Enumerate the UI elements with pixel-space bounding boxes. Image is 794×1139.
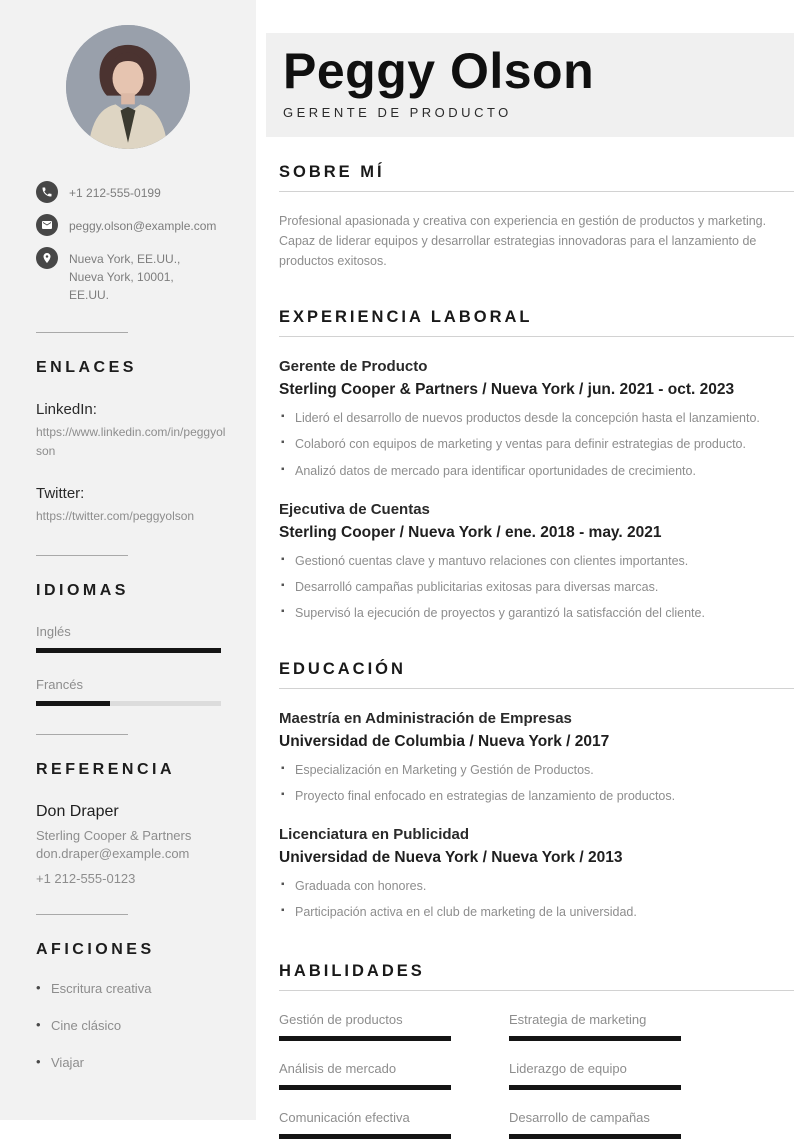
about-heading: SOBRE MÍ — [279, 163, 385, 181]
section-education — [279, 660, 794, 922]
linkedin-url[interactable]: https://www.linkedin.com/in/peggyolson — [36, 425, 226, 459]
skill-item — [509, 1110, 681, 1139]
job-bullet: ▪ Supervisó la ejecución de proyectos y garantizó la satisfacción del cliente. — [279, 604, 794, 622]
education-heading: EDUCACIÓN — [279, 660, 406, 678]
skill-label: Liderazgo de equipo — [509, 1060, 627, 1076]
hobbies-heading: AFICIONES — [36, 940, 155, 958]
degree-title: Maestría en Administración de Empresas — [279, 710, 572, 727]
email-address: peggy.olson@example.com — [69, 219, 217, 233]
contact-location-row — [36, 247, 256, 304]
twitter-url[interactable]: https://twitter.com/peggyolson — [36, 509, 195, 524]
contact-block — [36, 181, 256, 304]
link-item-linkedin — [0, 401, 256, 461]
job-bullet: ▪ Colaboró con equipos de marketing y ventas para definir estrategias de producto. — [279, 435, 794, 453]
job-bullets — [279, 409, 794, 479]
job-bullet: ▪ Desarrolló campañas publicitarias exitosas para diversas marcas. — [279, 578, 794, 596]
sidebar — [0, 0, 256, 1120]
skill-label: Gestión de productos — [279, 1011, 403, 1027]
degree-entry — [279, 826, 794, 921]
hobby-item: • Cine clásico — [36, 1018, 256, 1033]
job-bullet: ▪ Analizó datos de mercado para identificar oportunidades de crecimiento. — [279, 462, 794, 480]
section-rule — [279, 688, 794, 689]
degree-bullet: ▪ Proyecto final enfocado en estrategias de lanzamiento de productos. — [279, 787, 794, 805]
section-about — [279, 163, 794, 271]
degree-meta: Universidad de Columbia / Nueva York / 2017 — [279, 733, 610, 750]
language-name: Inglés — [36, 623, 71, 639]
skill-bar — [279, 1134, 451, 1139]
skill-bar — [279, 1036, 451, 1041]
skill-label: Comunicación efectiva — [279, 1109, 410, 1125]
degree-title: Licenciatura en Publicidad — [279, 826, 470, 844]
skills-grid — [279, 1012, 794, 1139]
main-content — [256, 0, 794, 1125]
job-bullets — [279, 552, 794, 622]
location-icon — [36, 247, 58, 269]
sidebar-divider — [36, 555, 128, 556]
location-text — [69, 247, 180, 304]
languages-heading: IDIOMAS — [36, 581, 129, 599]
sidebar-divider — [36, 914, 128, 915]
hobbies-list — [36, 981, 256, 1070]
skill-bar — [279, 1085, 451, 1090]
phone-number: +1 212-555-0199 — [69, 186, 161, 200]
degree-bullets — [279, 761, 794, 805]
degree-bullet: ▪ Graduada con honores. — [279, 877, 794, 895]
location-line: Nueva York, EE.UU., — [69, 252, 181, 266]
email-icon — [36, 214, 58, 236]
hobby-item: • Escritura creativa — [36, 981, 256, 996]
language-level-fill — [36, 701, 110, 706]
contact-email-row — [36, 214, 256, 236]
reference-company: Sterling Cooper & Partners — [36, 827, 192, 843]
hobby-item: • Viajar — [36, 1055, 256, 1070]
degree-bullet: ▪ Participación activa en el club de marketing de la universidad. — [279, 903, 794, 921]
language-name: Francés — [36, 676, 83, 692]
sidebar-divider — [36, 332, 128, 333]
header-band — [266, 33, 794, 137]
reference-name: Don Draper — [36, 802, 119, 820]
language-item — [0, 677, 256, 706]
skill-item — [279, 1110, 451, 1139]
language-level-bar — [36, 648, 221, 653]
experience-heading: EXPERIENCIA LABORAL — [279, 308, 533, 327]
person-title: GERENTE DE PRODUCTO — [283, 105, 512, 120]
profile-photo — [66, 25, 190, 149]
job-meta: Sterling Cooper & Partners / Nueva York / jun. 2021 - oct. 2023 — [279, 381, 735, 399]
skill-item — [509, 1012, 681, 1041]
skill-item — [509, 1061, 681, 1090]
job-title: Ejecutiva de Cuentas — [279, 500, 430, 518]
linkedin-label: LinkedIn: — [36, 401, 97, 418]
job-entry — [279, 501, 794, 622]
skills-heading: HABILIDADES — [279, 961, 425, 980]
job-bullet: ▪ Gestionó cuentas clave y mantuvo relaciones con clientes importantes. — [279, 552, 794, 570]
section-rule — [279, 336, 794, 337]
twitter-label: Twitter: — [36, 485, 85, 503]
sidebar-divider — [36, 734, 128, 735]
location-line: Nueva York, 10001, — [69, 270, 174, 284]
section-experience — [279, 308, 794, 622]
portrait-illustration — [66, 25, 190, 149]
job-meta: Sterling Cooper / Nueva York / ene. 2018 - may. 2021 — [279, 523, 662, 541]
links-heading: ENLACES — [36, 359, 137, 376]
skill-label: Análisis de mercado — [279, 1060, 397, 1076]
language-item — [0, 624, 256, 653]
skill-item — [279, 1012, 451, 1041]
language-level-bar — [36, 701, 221, 706]
job-title: Gerente de Producto — [279, 358, 428, 376]
reference-heading: REFERENCIA — [36, 760, 176, 778]
skill-bar — [509, 1036, 681, 1041]
degree-meta: Universidad de Nueva York / Nueva York / 2013 — [279, 849, 623, 867]
reference-phone: +1 212-555-0123 — [36, 870, 136, 886]
degree-entry — [279, 710, 794, 805]
section-rule — [279, 191, 794, 192]
degree-bullets — [279, 877, 794, 921]
skill-label: Estrategia de marketing — [509, 1011, 647, 1027]
link-item-twitter — [0, 485, 256, 526]
job-bullet: ▪ Lideró el desarrollo de nuevos productos desde la concepción hasta el lanzamiento. — [279, 409, 794, 427]
location-line: EE.UU. — [69, 288, 110, 302]
contact-phone-row — [36, 181, 256, 203]
language-level-fill — [36, 648, 221, 653]
job-entry — [279, 358, 794, 479]
skill-bar — [509, 1085, 681, 1090]
skill-bar — [509, 1134, 681, 1139]
phone-icon — [36, 181, 58, 203]
skill-label: Desarrollo de campañas — [509, 1109, 650, 1125]
degree-bullet: ▪ Especialización en Marketing y Gestión de Productos. — [279, 761, 794, 779]
about-text: Profesional apasionada y creativa con experiencia en gestión de productos y marketing. Capaz de liderar equipos y desarrollar estrategias innovadoras para el lanzamiento de productos exitosos. — [279, 214, 767, 268]
skill-item — [279, 1061, 451, 1090]
reference-email: don.draper@example.com — [36, 845, 190, 861]
section-skills — [279, 962, 794, 1139]
person-name: Peggy Olson — [283, 43, 595, 99]
section-rule — [279, 990, 794, 991]
